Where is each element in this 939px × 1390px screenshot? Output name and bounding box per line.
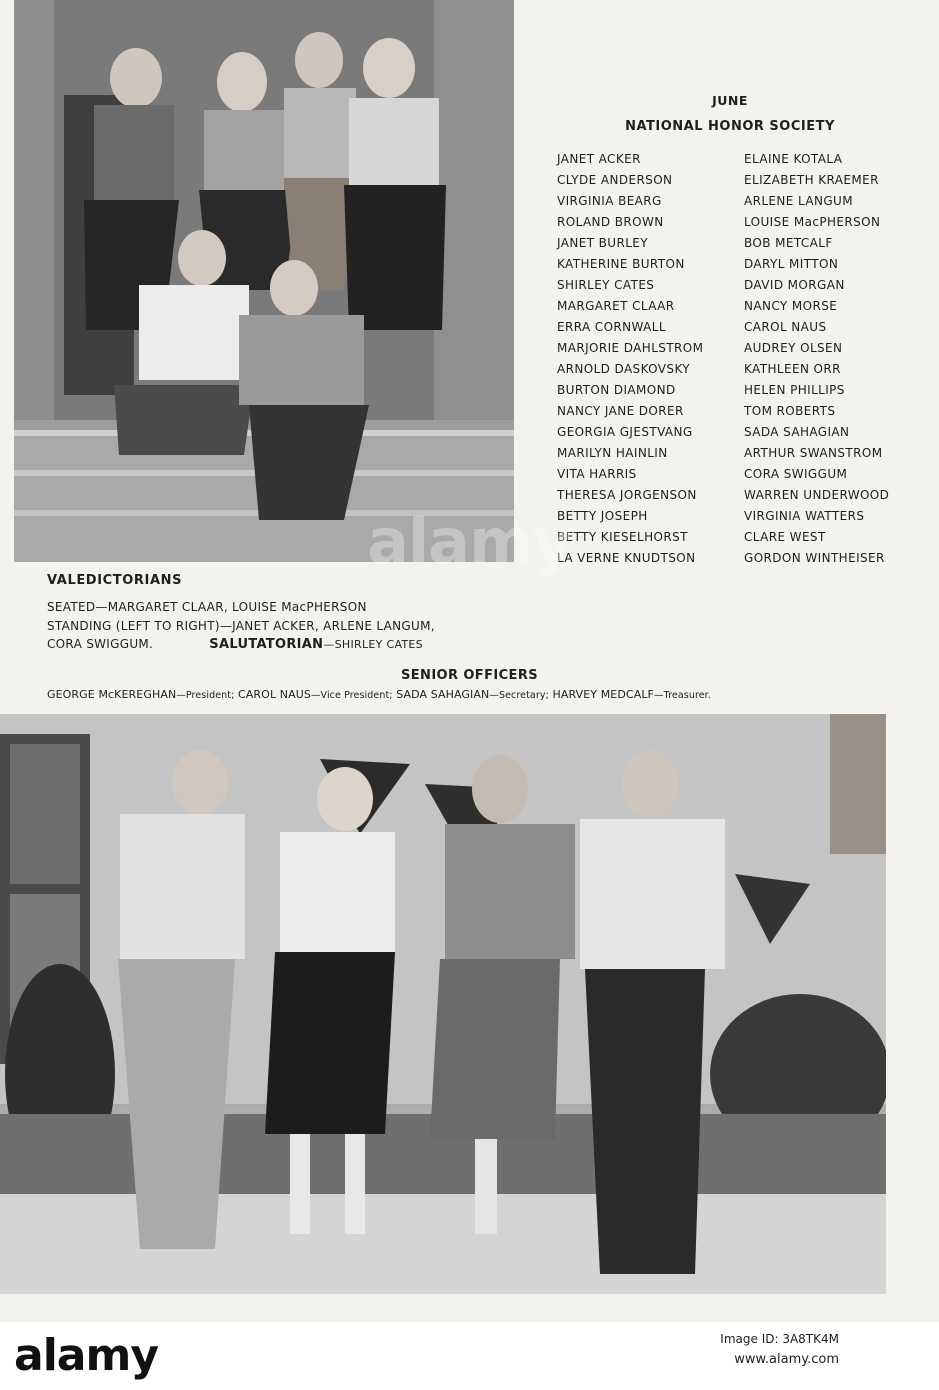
senior-officers-line: [47, 688, 711, 701]
list-item: ARLENE LANGUM: [744, 194, 853, 208]
list-item: CLARE WEST: [744, 530, 826, 544]
list-item: ARNOLD DASKOVSKY: [557, 362, 691, 376]
watermark-text: alamy: [367, 505, 572, 578]
standing-caption: STANDING (LEFT TO RIGHT)—JANET ACKER, ARLENE LANGUM,: [47, 619, 435, 633]
officer-role: —Secretary;: [489, 690, 549, 701]
list-item: BOB METCALF: [744, 236, 833, 250]
officer-name: HARVEY MEDCALF: [552, 688, 654, 701]
list-item: SHIRLEY CATES: [557, 278, 655, 292]
list-item: ELAINE KOTALA: [744, 152, 843, 166]
site-url: www.alamy.com: [734, 1352, 839, 1367]
list-item: DARYL MITTON: [744, 257, 839, 271]
list-item: AUDREY OLSEN: [744, 341, 843, 355]
list-item: DAVID MORGAN: [744, 278, 845, 292]
list-item: JANET ACKER: [557, 152, 641, 166]
list-item: GEORGIA GJESTVANG: [557, 425, 693, 439]
list-item: ARTHUR SWANSTROM: [744, 446, 883, 460]
officer-name: SADA SAHAGIAN: [396, 688, 490, 701]
list-item: MARJORIE DAHLSTROM: [557, 341, 704, 355]
list-item: WARREN UNDERWOOD: [744, 488, 890, 502]
seated-caption: SEATED—MARGARET CLAAR, LOUISE MacPHERSON: [47, 600, 367, 614]
list-item: VIRGINIA BEARG: [557, 194, 662, 208]
list-item: TOM ROBERTS: [744, 404, 836, 418]
caption-line-3: [47, 637, 423, 652]
salutatorian-label: SALUTATORIAN: [209, 637, 324, 652]
list-item: KATHLEEN ORR: [744, 362, 841, 376]
alamy-logo: alamy: [14, 1330, 158, 1381]
list-item: CORA SWIGGUM: [744, 467, 848, 481]
list-item: ROLAND BROWN: [557, 215, 664, 229]
list-item: KATHERINE BURTON: [557, 257, 685, 271]
list-item: NANCY JANE DORER: [557, 404, 684, 418]
senior-officers-heading: SENIOR OFFICERS: [401, 668, 538, 683]
list-item: BETTY JOSEPH: [557, 509, 648, 523]
image-id-label: Image ID: 3A8TK4M: [720, 1332, 839, 1346]
officer-role: —Treasurer.: [654, 690, 711, 701]
list-item: CLYDE ANDERSON: [557, 173, 673, 187]
list-item: NANCY MORSE: [744, 299, 838, 313]
valedictorians-heading: VALEDICTORIANS: [47, 573, 183, 588]
honor-society-title: NATIONAL HONOR SOCIETY: [625, 119, 835, 134]
list-item: ELIZABETH KRAEMER: [744, 173, 879, 187]
salutatorian-name: —SHIRLEY CATES: [323, 638, 423, 651]
list-item: SADA SAHAGIAN: [744, 425, 850, 439]
honor-roll-right-column: [744, 149, 889, 569]
list-item: THERESA JORGENSON: [557, 488, 697, 502]
list-item: MARGARET CLAAR: [557, 299, 675, 313]
list-item: CAROL NAUS: [744, 320, 827, 334]
list-item: VIRGINIA WATTERS: [744, 509, 865, 523]
valedictorians-photo-art: [14, 0, 514, 562]
standing-caption-continued: CORA SWIGGUM.: [47, 637, 154, 651]
officer-name: GEORGE McKEREGHAN: [47, 688, 177, 701]
valedictorians-photo: [14, 0, 514, 562]
list-item: GORDON WINTHEISER: [744, 551, 885, 565]
list-item: MARILYN HAINLIN: [557, 446, 668, 460]
officer-name: CAROL NAUS: [238, 688, 311, 701]
list-item: BURTON DIAMOND: [557, 383, 676, 397]
list-item: LOUISE MacPHERSON: [744, 215, 881, 229]
list-item: LA VERNE KNUDTSON: [557, 551, 696, 565]
senior-officers-photo-art: [0, 714, 886, 1294]
honor-roll-left-column: [557, 149, 703, 569]
officer-role: —Vice President;: [310, 690, 393, 701]
officer-role: —President;: [176, 690, 235, 701]
senior-officers-photo: [0, 714, 886, 1294]
list-item: ERRA CORNWALL: [557, 320, 666, 334]
list-item: HELEN PHILLIPS: [744, 383, 845, 397]
stock-footer: [0, 1322, 939, 1390]
list-item: JANET BURLEY: [557, 236, 648, 250]
month-heading: JUNE: [712, 93, 748, 108]
list-item: VITA HARRIS: [557, 467, 637, 481]
list-item: BETTY KIESELHORST: [557, 530, 688, 544]
